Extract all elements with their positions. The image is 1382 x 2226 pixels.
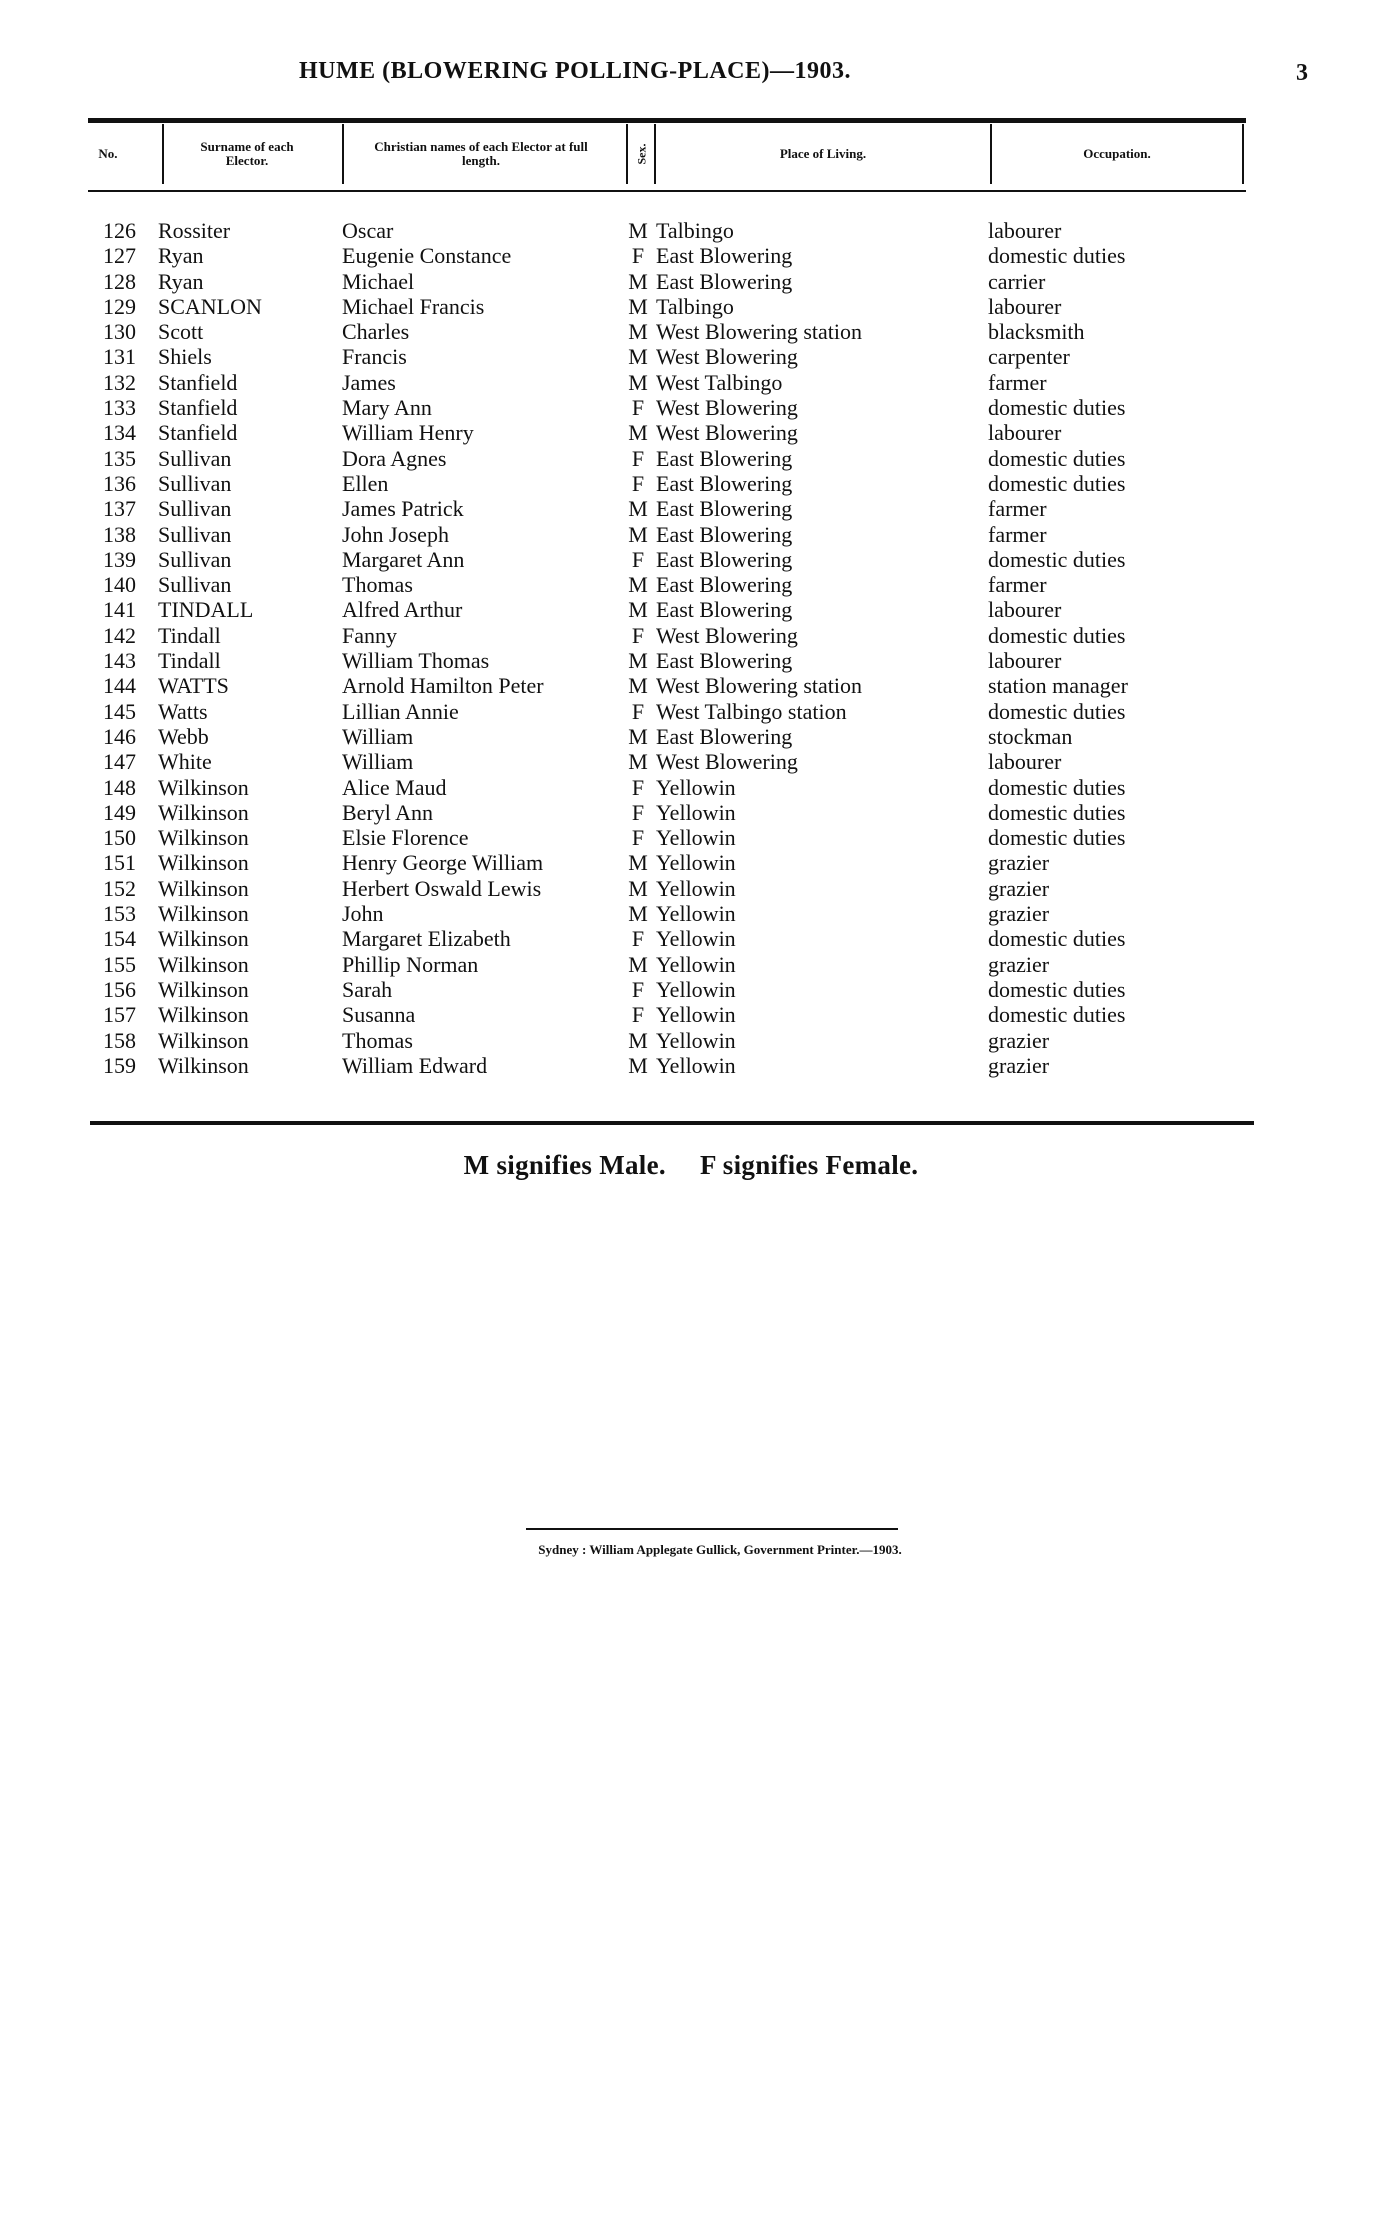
elector-sex: F [631,243,645,269]
elector-surname: Wilkinson [158,825,249,851]
elector-sex: F [631,622,645,648]
elector-place-of-living: Yellowin [656,926,736,952]
elector-occupation: domestic duties [988,825,1126,851]
elector-surname: Wilkinson [158,1052,249,1078]
elector-christian-names: Fanny [342,622,397,648]
table-row [0,446,1382,471]
elector-surname: Scott [158,319,204,345]
elector-number: 152 [103,875,136,901]
elector-sex: M [628,218,648,243]
elector-sex: M [628,293,648,319]
elector-christian-names: Francis [342,344,407,370]
elector-christian-names: Margaret Ann [342,546,465,572]
table-row [0,319,1382,344]
elector-sex: F [631,395,645,421]
elector-occupation: labourer [988,749,1062,775]
header-place: Place of Living. [654,124,990,184]
elector-christian-names: William Edward [342,1052,488,1078]
elector-occupation: labourer [988,293,1062,319]
elector-number: 126 [103,218,136,243]
elector-sex: M [628,901,648,927]
elector-place-of-living: West Blowering [656,622,798,648]
elector-christian-names: Thomas [342,572,413,598]
table-row [0,673,1382,698]
printer-imprint: Sydney : William Applegate Gullick, Government Printer.—1903. [538,1542,902,1557]
elector-sex: M [628,951,648,977]
elector-occupation: domestic duties [988,698,1126,724]
elector-number: 134 [103,420,136,446]
table-header [88,124,1246,190]
table-row [0,547,1382,572]
elector-occupation: domestic duties [988,395,1126,421]
elector-sex: M [628,723,648,749]
elector-number: 135 [103,445,136,471]
elector-surname: Sullivan [158,496,232,522]
elector-sex: M [628,875,648,901]
elector-surname: Stanfield [158,395,238,421]
table-row [0,218,1382,243]
elector-sex: F [631,926,645,952]
elector-place-of-living: West Blowering [656,395,798,421]
elector-surname: Wilkinson [158,1027,249,1053]
elector-surname: Ryan [158,268,204,294]
elector-christian-names: James Patrick [342,496,464,522]
elector-number: 146 [103,723,136,749]
elector-christian-names: Alfred Arthur [342,597,463,623]
table-row [0,623,1382,648]
elector-christian-names: James [342,369,396,395]
table-row [0,1002,1382,1027]
elector-place-of-living: East Blowering [656,648,793,674]
elector-sex: M [628,319,648,345]
elector-sex: F [631,774,645,800]
elector-occupation: station manager [988,673,1128,699]
elector-sex: M [628,850,648,876]
elector-number: 129 [103,293,136,319]
table-row [0,522,1382,547]
table-row [0,395,1382,420]
elector-surname: Ryan [158,243,204,269]
elector-place-of-living: Yellowin [656,1052,736,1078]
elector-sex: M [628,521,648,547]
elector-christian-names: Lillian Annie [342,698,459,724]
imprint-rule [526,1528,898,1530]
elector-place-of-living: East Blowering [656,572,793,598]
elector-sex: M [628,648,648,674]
elector-number: 145 [103,698,136,724]
elector-sex: M [628,1027,648,1053]
elector-place-of-living: East Blowering [656,546,793,572]
elector-surname: Wilkinson [158,799,249,825]
table-row [0,926,1382,951]
elector-surname: Wilkinson [158,951,249,977]
legend-male: M signifies Male. [463,1150,666,1180]
elector-christian-names: William [342,723,414,749]
elector-number: 130 [103,319,136,345]
elector-christian-names: Herbert Oswald Lewis [342,875,542,901]
elector-occupation: labourer [988,218,1062,243]
elector-christian-names: Henry George William [342,850,544,876]
elector-surname: White [158,749,212,775]
table-row [0,471,1382,496]
header-surname: Surname of each Elector. [162,124,330,184]
elector-place-of-living: East Blowering [656,597,793,623]
elector-christian-names: Ellen [342,470,389,496]
elector-number: 138 [103,521,136,547]
bottom-rule [90,1121,1254,1125]
elector-number: 156 [103,976,136,1002]
elector-sex: F [631,546,645,572]
elector-place-of-living: Talbingo [656,218,734,243]
elector-place-of-living: Yellowin [656,901,736,927]
elector-number: 131 [103,344,136,370]
elector-occupation: farmer [988,572,1047,598]
table-row [0,850,1382,875]
elector-christian-names: Margaret Elizabeth [342,926,511,952]
elector-number: 141 [103,597,136,623]
elector-number: 148 [103,774,136,800]
elector-surname: Wilkinson [158,850,249,876]
elector-surname: Webb [158,723,209,749]
elector-sex: M [628,597,648,623]
elector-christian-names: Elsie Florence [342,825,469,851]
elector-occupation: grazier [988,875,1050,901]
elector-place-of-living: Yellowin [656,976,736,1002]
elector-number: 158 [103,1027,136,1053]
elector-christian-names: William [342,749,414,775]
elector-occupation: grazier [988,951,1050,977]
elector-number: 137 [103,496,136,522]
elector-surname: TINDALL [158,597,254,623]
elector-occupation: labourer [988,648,1062,674]
elector-number: 147 [103,749,136,775]
elector-occupation: domestic duties [988,622,1126,648]
table-row [0,749,1382,774]
elector-christian-names: Oscar [342,218,394,243]
header-no: No. [98,146,118,161]
elector-sex: F [631,470,645,496]
elector-surname: Wilkinson [158,1002,249,1028]
elector-number: 144 [103,673,136,699]
table-row [0,243,1382,268]
table-row [0,1028,1382,1053]
table-row [0,977,1382,1002]
table-row [0,952,1382,977]
elector-sex: F [631,976,645,1002]
elector-occupation: carrier [988,268,1046,294]
elector-occupation: labourer [988,420,1062,446]
elector-number: 127 [103,243,136,269]
elector-place-of-living: Yellowin [656,875,736,901]
elector-surname: Shiels [158,344,212,370]
elector-place-of-living: West Blowering station [656,673,862,699]
elector-christian-names: Michael [342,268,415,294]
elector-occupation: farmer [988,369,1047,395]
elector-christian-names: John Joseph [342,521,449,547]
elector-surname: Wilkinson [158,875,249,901]
elector-surname: Wilkinson [158,774,249,800]
table-row [0,420,1382,445]
elector-occupation: domestic duties [988,926,1126,952]
elector-number: 128 [103,268,136,294]
elector-place-of-living: West Blowering station [656,319,862,345]
elector-sex: M [628,344,648,370]
elector-sex: F [631,445,645,471]
elector-place-of-living: West Blowering [656,344,798,370]
page-number: 3 [1296,60,1308,86]
elector-surname: Sullivan [158,521,232,547]
elector-christian-names: Susanna [342,1002,416,1028]
elector-surname: Sullivan [158,572,232,598]
elector-sex: M [628,572,648,598]
table-row [0,775,1382,800]
elector-number: 151 [103,850,136,876]
table-row [0,699,1382,724]
elector-place-of-living: West Talbingo [656,369,783,395]
elector-christian-names: Arnold Hamilton Peter [342,673,544,699]
table-row [0,344,1382,369]
table-row [0,800,1382,825]
sex-legend [0,1150,1382,1181]
elector-place-of-living: East Blowering [656,445,793,471]
elector-christian-names: Thomas [342,1027,413,1053]
header-occupation: Occupation. [990,124,1244,184]
elector-occupation: grazier [988,901,1050,927]
elector-number: 143 [103,648,136,674]
table-row [0,269,1382,294]
elector-occupation: labourer [988,597,1062,623]
table-row [0,572,1382,597]
table-row [0,496,1382,521]
elector-occupation: domestic duties [988,774,1126,800]
elector-occupation: grazier [988,1027,1050,1053]
elector-sex: M [628,420,648,446]
elector-sex: M [628,496,648,522]
elector-place-of-living: Yellowin [656,850,736,876]
elector-occupation: farmer [988,521,1047,547]
elector-occupation: stockman [988,723,1073,749]
elector-sex: F [631,799,645,825]
elector-occupation: domestic duties [988,799,1126,825]
elector-number: 157 [103,1002,136,1028]
elector-place-of-living: Yellowin [656,774,736,800]
table-row [0,825,1382,850]
elector-christian-names: Beryl Ann [342,799,434,825]
elector-christian-names: Sarah [342,976,393,1002]
elector-occupation: domestic duties [988,243,1126,269]
table-row [0,724,1382,749]
elector-number: 139 [103,546,136,572]
elector-place-of-living: East Blowering [656,268,793,294]
elector-surname: Wilkinson [158,926,249,952]
elector-number: 140 [103,572,136,598]
elector-sex: F [631,825,645,851]
elector-place-of-living: Yellowin [656,799,736,825]
elector-sex: M [628,1052,648,1078]
elector-surname: Sullivan [158,470,232,496]
elector-place-of-living: Yellowin [656,951,736,977]
elector-surname: Wilkinson [158,901,249,927]
elector-surname: WATTS [158,673,229,699]
elector-surname: Tindall [158,622,221,648]
elector-christian-names: Charles [342,319,410,345]
elector-surname: Wilkinson [158,976,249,1002]
elector-place-of-living: West Talbingo station [656,698,847,724]
elector-place-of-living: West Blowering [656,420,798,446]
elector-occupation: domestic duties [988,470,1126,496]
elector-place-of-living: East Blowering [656,521,793,547]
table-row [0,597,1382,622]
elector-number: 132 [103,369,136,395]
elector-place-of-living: West Blowering [656,749,798,775]
elector-place-of-living: East Blowering [656,470,793,496]
top-rule [88,118,1246,123]
elector-surname: Tindall [158,648,221,674]
table-row [0,294,1382,319]
elector-sex: F [631,698,645,724]
elector-rows [0,218,1382,1078]
elector-place-of-living: East Blowering [656,723,793,749]
table-row [0,648,1382,673]
legend-female: F signifies Female. [699,1150,919,1180]
elector-christian-names: Phillip Norman [342,951,479,977]
table-row [0,1053,1382,1078]
elector-christian-names: William Henry [342,420,474,446]
elector-number: 149 [103,799,136,825]
elector-occupation: farmer [988,496,1047,522]
elector-sex: M [628,268,648,294]
elector-sex: M [628,369,648,395]
elector-number: 133 [103,395,136,421]
elector-occupation: grazier [988,850,1050,876]
elector-place-of-living: East Blowering [656,243,793,269]
header-sex [626,124,654,184]
elector-surname: Sullivan [158,445,232,471]
elector-surname: Sullivan [158,546,232,572]
page-title: HUME (BLOWERING POLLING-PLACE)—1903. [298,58,852,84]
elector-occupation: domestic duties [988,445,1126,471]
header-sex-label: Sex. [634,143,648,165]
elector-number: 154 [103,926,136,952]
elector-surname: SCANLON [158,293,262,319]
elector-christian-names: Mary Ann [342,395,432,421]
elector-place-of-living: Yellowin [656,1027,736,1053]
elector-christian-names: Dora Agnes [342,445,447,471]
elector-place-of-living: Talbingo [656,293,734,319]
elector-christian-names: Eugenie Constance [342,243,512,269]
elector-sex: M [628,673,648,699]
elector-number: 155 [103,951,136,977]
table-row [0,901,1382,926]
table-row [0,370,1382,395]
elector-occupation: carpenter [988,344,1070,370]
elector-occupation: domestic duties [988,546,1126,572]
elector-number: 153 [103,901,136,927]
elector-surname: Rossiter [158,218,231,243]
elector-surname: Stanfield [158,420,238,446]
elector-place-of-living: Yellowin [656,1002,736,1028]
elector-christian-names: John [342,901,384,927]
elector-occupation: domestic duties [988,1002,1126,1028]
header-christian: Christian names of each Elector at full length. [342,124,618,184]
elector-surname: Stanfield [158,369,238,395]
elector-place-of-living: East Blowering [656,496,793,522]
elector-place-of-living: Yellowin [656,825,736,851]
elector-number: 136 [103,470,136,496]
elector-occupation: blacksmith [988,319,1085,345]
elector-occupation: domestic duties [988,976,1126,1002]
elector-christian-names: Alice Maud [342,774,447,800]
elector-number: 159 [103,1052,136,1078]
elector-number: 150 [103,825,136,851]
elector-sex: M [628,749,648,775]
elector-occupation: grazier [988,1052,1050,1078]
header-bottom-rule [88,190,1246,192]
table-row [0,876,1382,901]
elector-surname: Watts [158,698,208,724]
elector-christian-names: Michael Francis [342,293,485,319]
elector-number: 142 [103,622,136,648]
elector-sex: F [631,1002,645,1028]
elector-christian-names: William Thomas [342,648,490,674]
